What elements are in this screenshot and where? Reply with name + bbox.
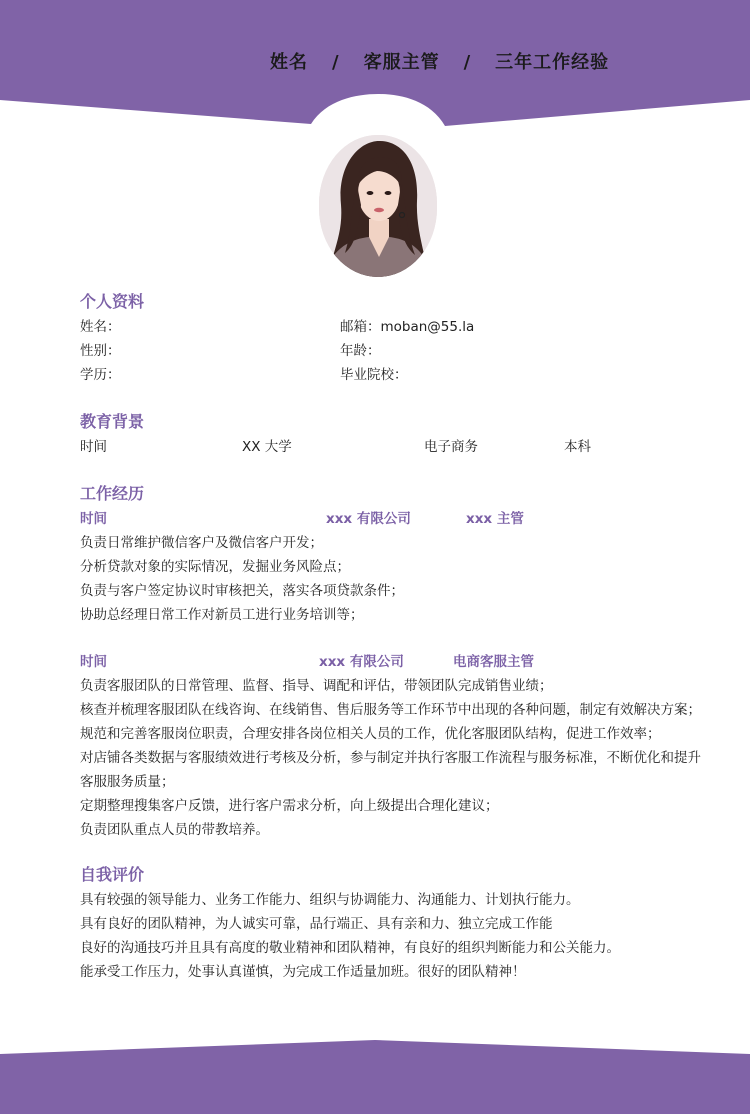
name-field: 姓名： [80, 319, 121, 335]
gender-field: 性别： [80, 343, 121, 359]
self-eval-line: 能承受工作压力，处事认真谨慎，为完成工作适量加班。很好的团队精神！ [80, 964, 526, 980]
job2-duty: 对店铺各类数据与客服绩效进行考核及分析，参与制定并执行客服工作流程与服务标准，不断优化和提升 [80, 750, 701, 766]
title-name: 姓名 [270, 52, 308, 73]
education-degree: 本科 [564, 439, 591, 455]
job2-duty: 负责团队重点人员的带教培养。 [80, 822, 269, 838]
job1-duty: 负责与客户签定协议时审核把关，落实各项贷款条件； [80, 583, 404, 599]
self-eval-line: 具有良好的团队精神，为人诚实可靠，品行端正、具有亲和力、独立完成工作能 [80, 916, 553, 932]
job2-duty: 客服服务质量； [80, 774, 175, 790]
school-field: 毕业院校： [340, 367, 408, 383]
job2-duty: 负责客服团队的日常管理、监督、指导、调配和评估，带领团队完成销售业绩； [80, 678, 553, 694]
education-heading: 教育背景 [80, 412, 145, 431]
job2-role: 电商客服主管 [453, 654, 534, 670]
resume-title [270, 48, 609, 74]
job2-duty: 定期整理搜集客户反馈，进行客户需求分析，向上级提出合理化建议； [80, 798, 499, 814]
title-experience: 三年工作经验 [495, 52, 610, 73]
title-separator: / [463, 52, 472, 73]
work-heading: 工作经历 [80, 484, 145, 503]
job1-role: xxx 主管 [466, 511, 524, 527]
self-eval-line: 具有较强的领导能力、业务工作能力、组织与协调能力、沟通能力、计划执行能力。 [80, 892, 580, 908]
age-field: 年龄： [340, 343, 381, 359]
job2-company: xxx 有限公司 [319, 654, 404, 670]
footer-background [0, 1030, 750, 1114]
self-eval-heading: 自我评价 [80, 865, 145, 884]
personal-info-heading: 个人资料 [80, 292, 145, 311]
job2-duty: 规范和完善客服岗位职责，合理安排各岗位相关人员的工作，优化客服团队结构，促进工作效率； [80, 726, 661, 742]
job1-time: 时间 [80, 511, 107, 527]
job2-duty: 核查并梳理客服团队在线咨询、在线销售、售后服务等工作环节中出现的各种问题，制定有效解决方案； [80, 702, 701, 718]
title-separator: / [332, 52, 340, 73]
email-field: 邮箱：moban@55.la [340, 319, 475, 335]
job1-duty: 负责日常维护微信客户及微信客户开发； [80, 535, 323, 551]
education-time: 时间 [80, 439, 107, 455]
self-eval-line: 良好的沟通技巧并且具有高度的敬业精神和团队精神，有良好的组织判断能力和公关能力。 [80, 940, 620, 956]
education-major: 电子商务 [424, 439, 478, 455]
job1-duty: 分析贷款对象的实际情况，发掘业务风险点； [80, 559, 350, 575]
education-field: 学历： [80, 367, 121, 383]
education-school: XX 大学 [242, 439, 292, 455]
job1-company: xxx 有限公司 [326, 511, 411, 527]
job2-time: 时间 [80, 654, 107, 670]
job1-duty: 协助总经理日常工作对新员工进行业务培训等； [80, 607, 364, 623]
profile-photo [319, 135, 437, 277]
title-position: 客服主管 [363, 52, 440, 73]
